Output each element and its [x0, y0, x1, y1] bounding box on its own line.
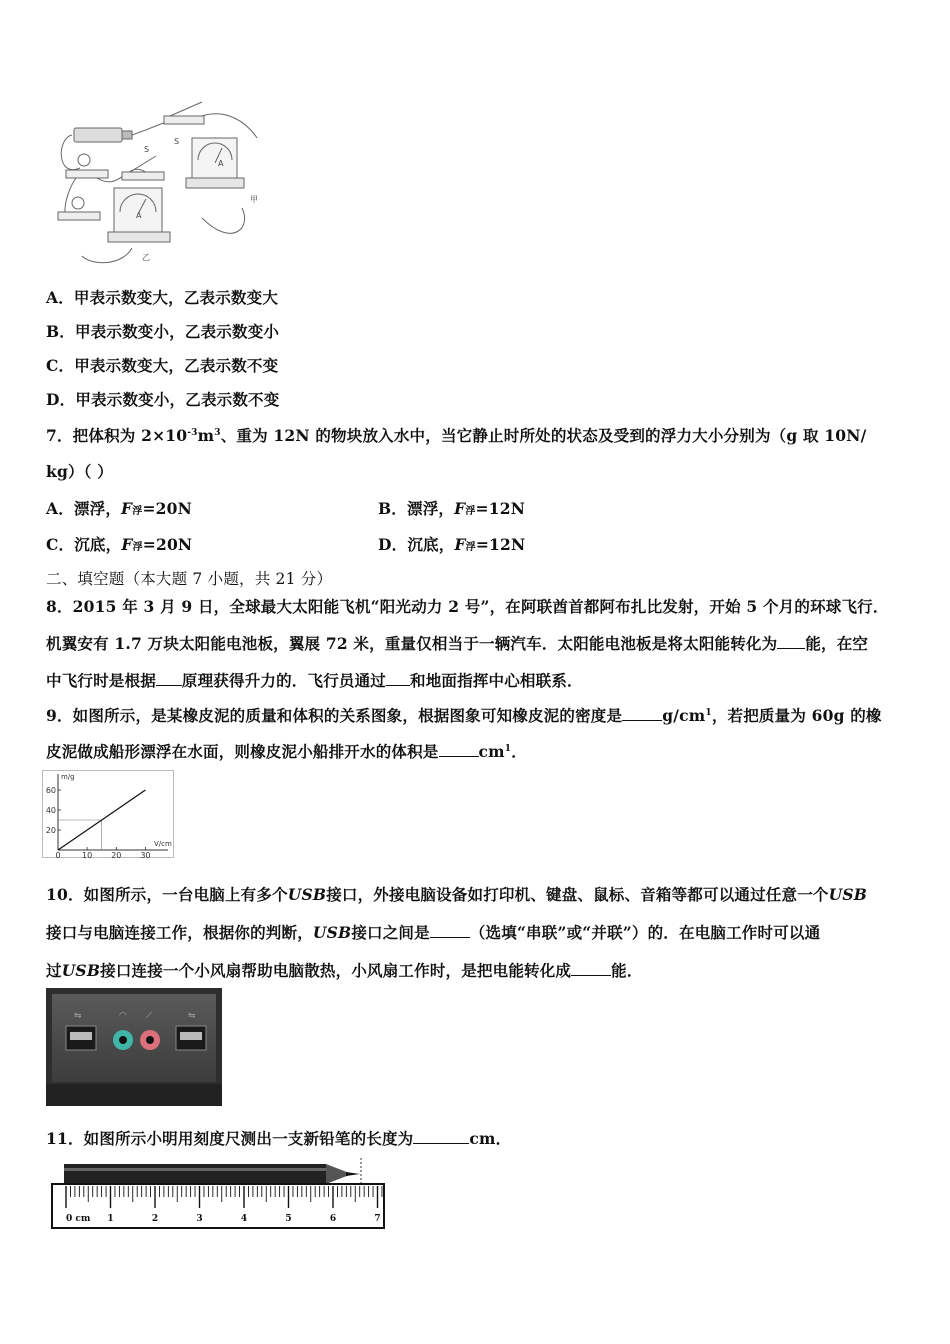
ruler-label: 3: [196, 1214, 203, 1224]
q10-blank-2[interactable]: [571, 961, 611, 976]
usb-icon: ⇋: [188, 1011, 196, 1021]
q7-stem-line2: kg）（ ）: [46, 462, 113, 481]
pencil: [64, 1164, 360, 1184]
q6-option-c: C．甲表示数变大，乙表示数不变: [46, 356, 279, 375]
q10-line3: 过USB接口连接一个小风扇帮助电脑散热，小风扇工作时，是把电能转化成 能．: [46, 961, 643, 980]
x-tick-label: 20: [111, 851, 122, 858]
q7-option-d: D．沉底，F浮=12N: [378, 535, 526, 554]
q9-blank-1[interactable]: [622, 706, 662, 721]
q8-blank-1[interactable]: [777, 634, 805, 649]
ruler-label: 2: [151, 1214, 159, 1224]
ruler-label: 1: [107, 1214, 114, 1224]
ammeter-jia-label: A: [218, 159, 224, 168]
usb-port-right: [176, 1026, 206, 1050]
q9-line2: 皮泥做成船形漂浮在水面，则橡皮泥小船排开水的体积是 $cm^1$．: [46, 742, 527, 761]
audio-jack-pink: [140, 1030, 160, 1050]
headphone-icon: ◠: [119, 1011, 127, 1021]
usb-port-photo: [46, 988, 222, 1106]
q9-blank-2[interactable]: [439, 742, 479, 757]
q7-option-a: A．漂浮，F浮=20N: [46, 499, 192, 518]
q11-line1: 11．如图所示小明用刻度尺测出一支新铅笔的长度为 cm．: [46, 1129, 512, 1148]
q9-line1: 9．如图所示，是某橡皮泥的质量和体积的关系图象，根据图象可知橡皮泥的密度是 $g/cm^1$，若把质量为 60g 的橡: [46, 706, 882, 725]
y-axis-label: m/g: [61, 773, 75, 781]
usb-icon: ⇋: [74, 1011, 82, 1021]
jia-label: 甲: [250, 195, 258, 204]
ruler-label: 4: [240, 1214, 248, 1224]
switch-s1-label: S: [144, 145, 150, 154]
q8-blank-2[interactable]: [156, 671, 182, 686]
ammeter-yi-label: A: [136, 211, 142, 220]
q8-blank-3[interactable]: [386, 671, 410, 686]
q6-option-d: D．甲表示数变小，乙表示数不变: [46, 390, 280, 409]
q8-line3: 中飞行时是根据 原理获得升力的．飞行员通过 和地面指挥中心相联系．: [46, 671, 583, 690]
q10-line1: 10．如图所示，一台电脑上有多个USB接口，外接电脑设备如打印机、键盘、鼠标、音箱等都可以通过任意一个USB: [46, 885, 868, 904]
ruler-label: 7: [374, 1214, 381, 1224]
ruler-label: 6: [329, 1214, 337, 1224]
x-tick-label: 0: [55, 851, 61, 858]
x-tick-label: 30: [140, 851, 151, 858]
microphone-icon: ⟋: [146, 1011, 153, 1021]
usb-port-left: [66, 1026, 96, 1050]
y-tick-label: 60: [45, 786, 56, 795]
y-tick-label: 20: [45, 826, 56, 835]
yi-label: 乙: [142, 253, 150, 262]
q10-blank-1[interactable]: [430, 923, 470, 938]
q6-option-a: A．甲表示数变大，乙表示数变大: [46, 288, 279, 307]
q10-line2: 接口与电脑连接工作，根据你的判断，USB接口之间是 （选填“串联”或“并联”）的．在电脑工作时可以通: [46, 923, 821, 942]
q8-line2: 机翼安有 1.7 万块太阳能电池板，翼展 72 米，重量仅相当于一辆汽车．太阳能电池板是将太阳能转化为 能，在空: [46, 634, 869, 653]
x-axis-label: V/cm: [154, 840, 172, 848]
y-tick-label: 40: [45, 806, 56, 815]
q7-stem-line1: 7．把体积为 $2\times 10^{-3}m^3$、重为 12N 的物块放入水中，当它静止时所处的状态及受到的浮力大小分别为（g 取 10N/: [46, 426, 867, 445]
circuit-diagram: [52, 98, 282, 268]
q6-option-b: B．甲表示数变小，乙表示数变小: [46, 322, 280, 341]
switch-s-label: S: [174, 137, 180, 146]
q11-blank-1[interactable]: [413, 1129, 469, 1144]
x-tick-label: 10: [82, 851, 93, 858]
audio-jack-green: [113, 1030, 133, 1050]
ruler-label: 5: [285, 1214, 292, 1224]
q7-option-c: C．沉底，F浮=20N: [46, 535, 193, 554]
q7-option-b: B．漂浮，F浮=12N: [378, 499, 526, 518]
ruler-pencil-figure: [50, 1158, 388, 1234]
q8-line1: 8．2015 年 3 月 9 日，全球最大太阳能飞机“阳光动力 2 号”，在阿联酋首都阿布扎比发射，开始 5 个月的环球飞行．: [46, 597, 889, 616]
mass-volume-chart: [42, 770, 174, 858]
section2-heading: 二、填空题（本大题 7 小题，共 21 分）: [46, 570, 333, 588]
ruler-label: 0 cm: [66, 1214, 91, 1224]
